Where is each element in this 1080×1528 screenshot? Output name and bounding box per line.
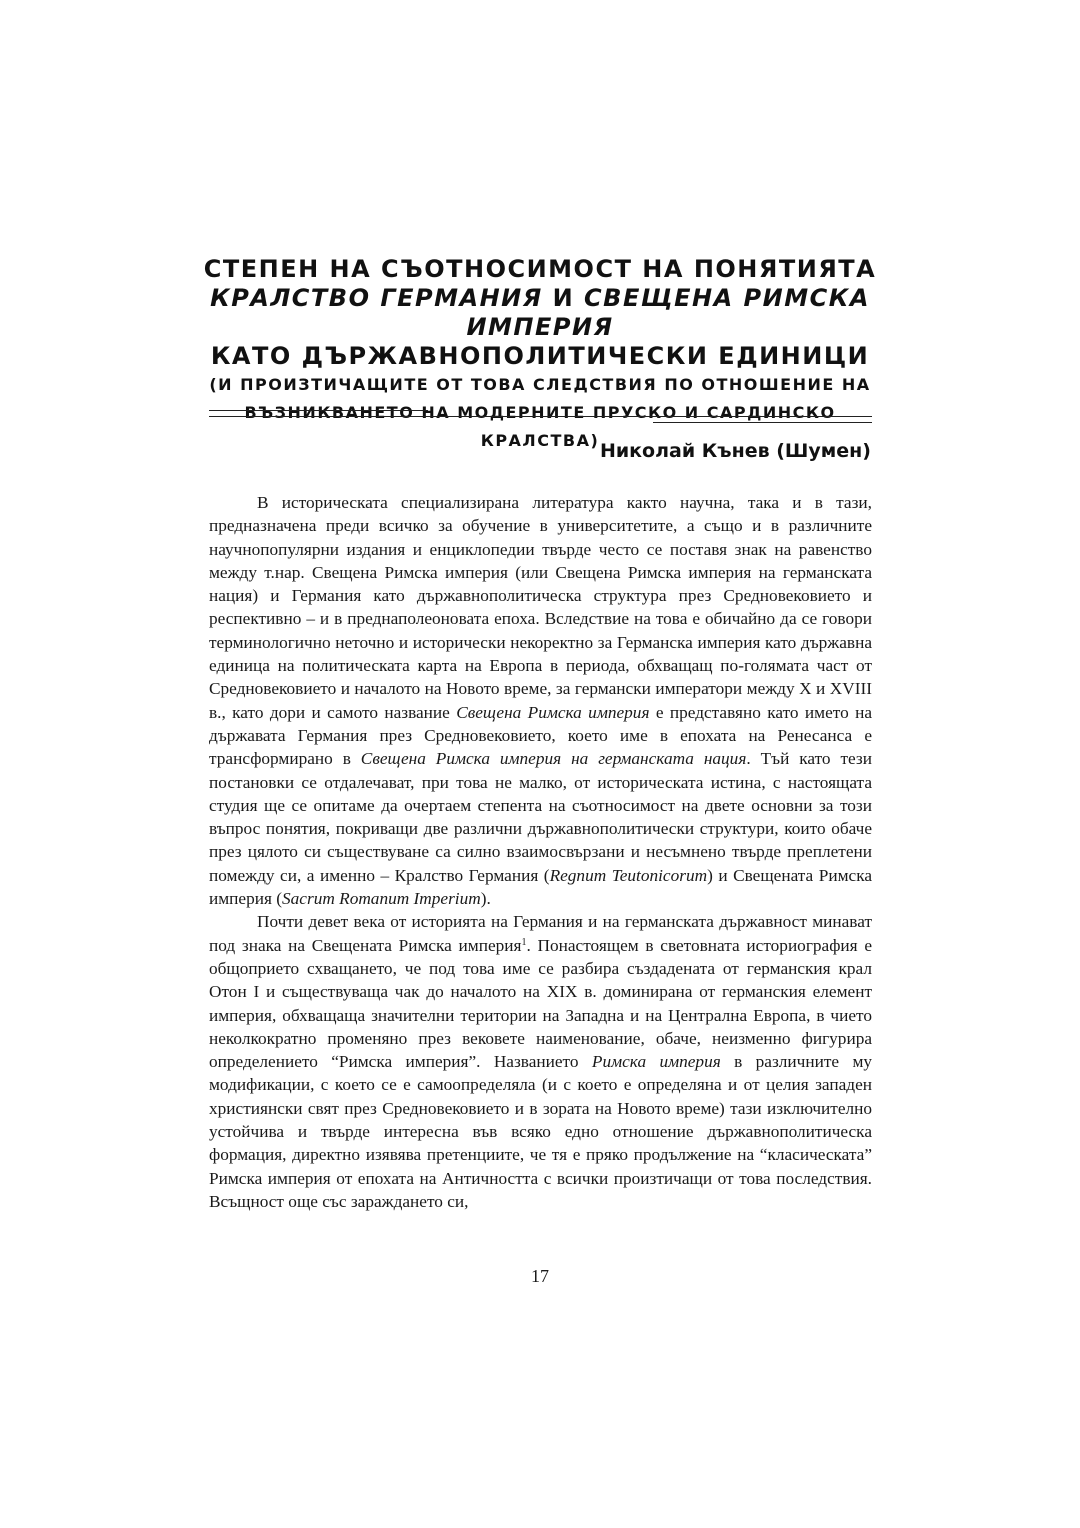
title-holy-roman-empire: СВЕЩЕНА РИМСКА ИМПЕРИЯ [466, 284, 870, 341]
article-body [209, 491, 872, 1213]
paragraph-2 [209, 910, 872, 1213]
paragraph-1-text-g: ) и Свещената Римска империя ( [209, 865, 873, 909]
title-divider-right-bottom [653, 422, 872, 423]
subtitle-line-2: ВЪЗНИКВАНЕТО НА МОДЕРНИТЕ ПРУСКО И САРДИНСКО КРАЛСТВА) [244, 403, 836, 450]
footnote-marker[interactable]: 1 [521, 936, 527, 948]
title-kingdom-germany: КРАЛСТВО ГЕРМАНИЯ [210, 284, 543, 312]
paragraph-1-latin-term-1: Regnum Teutonicorum [549, 865, 708, 885]
paragraph-2-text-d: в различните му модификации, с което се е самоопределяла (и с което е определяна и от целия западен християнски свят през Средновековието и в зората на Новото време) тази изключително устойчива и твърде интересна във всяко едно отношение държавнополитическа формация, директно изявява претенциите, че тя е пряко продължение на “класическата” Римска империя от епохата на Античността с всички произтичащи от това последствия. Всъщност още със зараждането си, [209, 1052, 873, 1211]
paragraph-2-text-b: . Понастоящем в световната историография е общоприето схващането, че под това име се разбира създадената от германския крал Отон I и съществуваща чак до началото на XIX в. доминирана от германския елемент империя, обхващаща значителни територии на Западна и на Централна Европа, в чието неколкократно променяно през вековете наименование, обаче, неизменно фигурира определението “Римска империя”. Названието [209, 935, 872, 1072]
subtitle-line-1: (И ПРОИЗТИЧАЩИТЕ ОТ ТОВА СЛЕДСТВИЯ ПО ОТНОШЕНИЕ НА [209, 375, 871, 394]
title-divider-left-top [209, 410, 428, 411]
paragraph-1-text-e: . Тъй като тези постановки се отдалечават, при това не малко, от историческата истина, с настоящата студия ще се опитаме да очертаем степента на съотносимост на двете основни за този въпрос понятия, покриващи две различни държавнополитически структури, които обаче през цялото си съществуване са силно взаимосвързани и несъмнено твърде преплетени помежду си, а именно – Кралство Германия ( [209, 749, 872, 885]
title-line-3: КАТО ДЪРЖАВНОПОЛИТИЧЕСКИ ЕДИНИЦИ [210, 342, 870, 370]
page-number: 17 [531, 1266, 549, 1286]
article-title [190, 255, 890, 455]
title-conjunction: И [552, 284, 575, 312]
paragraph-1-text-i: ). [480, 889, 491, 909]
paragraph-2-italic-term: Римска империя [591, 1052, 721, 1072]
author-name: Николай Кънев (Шумен) [599, 440, 871, 462]
paragraph-1-italic-term-1: Свещена Римска империя [456, 702, 650, 722]
title-line-2 [190, 284, 890, 342]
paragraph-1-italic-term-2: Свещена Римска империя на германската нация [360, 749, 747, 769]
paragraph-2-text-a: Почти девет века от историята на Германия и на германската държавност минават под знака на Свещената Римска империя [209, 912, 872, 955]
paragraph-1-text-c: е представяно като името на държавата Германия през Средновековието, което име в епохата на Ренесанса е трансформирано в [209, 702, 872, 769]
paragraph-1-latin-term-2: Sacrum Romanum Imperium [282, 889, 481, 909]
title-line-1: СТЕПЕН НА СЪОТНОСИМОСТ НА ПОНЯТИЯТА [203, 255, 877, 283]
title-divider-main [209, 416, 872, 417]
paragraph-1 [209, 491, 872, 910]
paragraph-1-text-a: В историческата специализирана литература както научна, така и в тази, предназначена преди всичко за обучение в университетите, а също и в различните научнопопулярни издания и енциклопедии твърде често се поставя знак на равенство между т.нар. Свещена Римска империя (или Свещена Римска империя на германската нация) и Германия като държавнополитическа структура през Средновековието и респективно – и в преднаполеоновата епоха. Вследствие на това е обичайно да се говори терминологично неточно и исторически некоректно за Германска империя като държавна единица на политическата карта на Европа в периода, обхващащ по-голямата част от Средновековието и началото на Новото време, за германски императори между X и XVIII в., като дори и самото название [209, 493, 872, 722]
